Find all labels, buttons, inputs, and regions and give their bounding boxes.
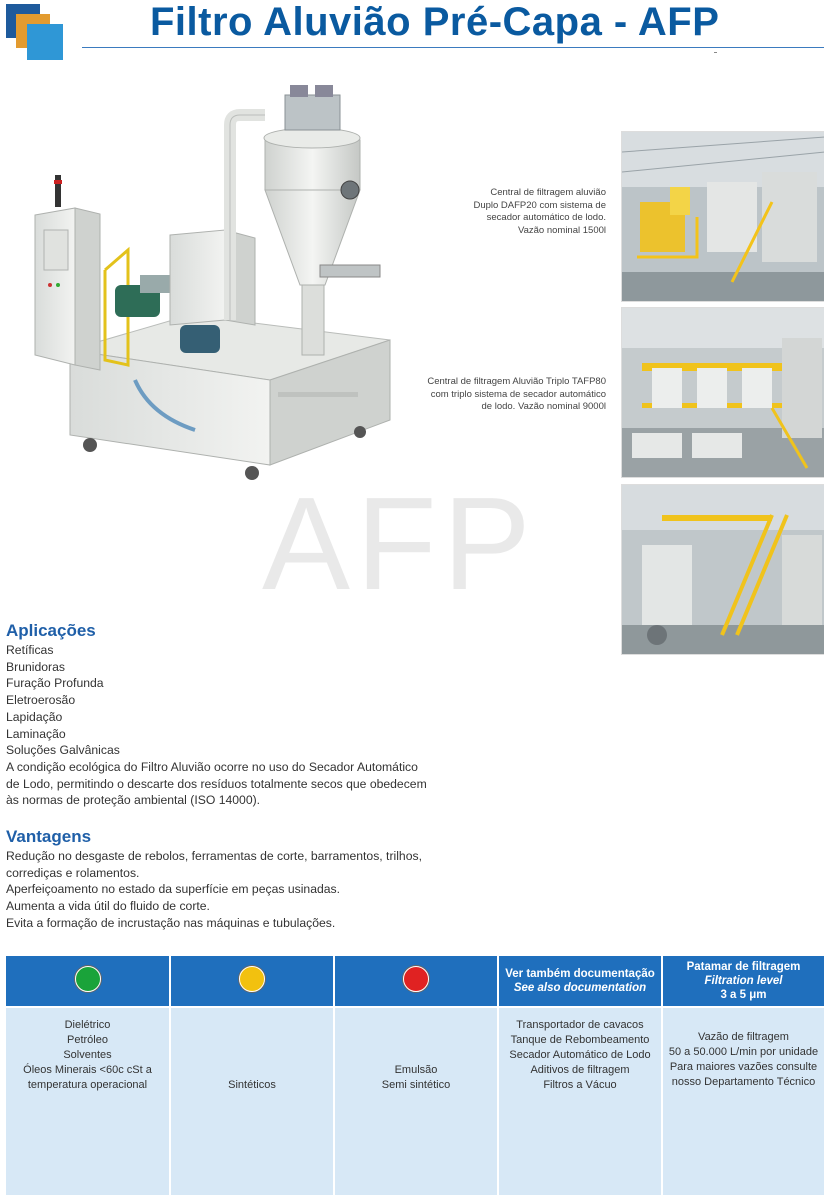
- list-item: Evita a formação de incrustação nas máquinas e tubulações.: [6, 915, 336, 930]
- aplicacoes-list: [6, 642, 427, 809]
- cell-line: Tanque de Rebombeamento: [510, 1034, 650, 1046]
- cell-line: 50 a 50.000 L/min por unidade: [668, 1046, 819, 1058]
- caption-line: com triplo sistema de secador automático: [430, 388, 606, 400]
- doc-header-en: See also documentation: [513, 982, 647, 994]
- company-logo: [6, 4, 66, 60]
- caption-line: Central de filtragem Aluvião Triplo TAFP80: [427, 376, 606, 387]
- vantagens-list: [6, 848, 422, 932]
- photo-caption-tafp80: [427, 376, 606, 414]
- photo-dafp20: [621, 131, 824, 302]
- cell-line: Semi sintético: [381, 1079, 451, 1091]
- cell-line: Para maiores vazões consulte: [669, 1061, 818, 1073]
- header-cell-yellow: [170, 956, 334, 1007]
- list-item: corrediças e rolamentos.: [6, 865, 140, 880]
- list-item: Laminação: [6, 726, 66, 741]
- logo-square-lightblue: [27, 24, 63, 60]
- header-cell-filtration: [662, 956, 824, 1007]
- caption-line: Vazão nominal 1500l: [517, 224, 606, 236]
- table-header-row: [6, 956, 824, 1007]
- cell-line: Secador Automático de Lodo: [509, 1049, 651, 1061]
- filter-machine-image: [20, 80, 420, 500]
- page-title: Filtro Aluvião Pré-Capa - AFP: [150, 0, 720, 44]
- caption-line: secador automático de lodo.: [486, 212, 606, 223]
- paragraph-line: A condição ecológica do Filtro Aluvião ocorre no uso do Secador Automático: [6, 759, 418, 774]
- list-item: Retíficas: [6, 643, 54, 657]
- paragraph-line: de Lodo, permitindo o descarte dos resíduos totalmente secos que obedecem: [6, 776, 427, 791]
- green-dot-icon: [75, 966, 101, 992]
- watermark-text: AFP: [262, 470, 537, 617]
- list-item: Brunidoras: [6, 659, 65, 674]
- cell-line: Sintéticos: [228, 1079, 276, 1091]
- title-divider: [82, 47, 824, 48]
- cell-line: Dielétrico: [64, 1019, 111, 1031]
- header-cell-red: [334, 956, 498, 1007]
- list-item: Aperfeiçoamento no estado da superfície em peças usinadas.: [6, 882, 341, 897]
- list-item: Furação Profunda: [6, 676, 104, 691]
- cell-filtration: [662, 1007, 824, 1195]
- cell-line: Transportador de cavacos: [516, 1019, 644, 1031]
- list-item: Soluções Galvânicas: [6, 743, 120, 758]
- red-dot-icon: [403, 966, 429, 992]
- cell-line: Filtros a Vácuo: [543, 1079, 617, 1091]
- cell-fluids-yellow: [170, 1007, 334, 1195]
- compatibility-table: [6, 956, 824, 1195]
- filt-header-pt: Patamar de filtragem: [686, 961, 801, 973]
- header-cell-documentation: [498, 956, 662, 1007]
- caption-line: de lodo. Vazão nominal 9000l: [481, 401, 606, 412]
- cell-line: Aditivos de filtragem: [530, 1064, 630, 1076]
- list-item: Aumenta a vida útil do fluido de corte.: [6, 899, 210, 914]
- vantagens-heading: Vantagens: [6, 827, 92, 846]
- doc-header-pt: Ver também documentação: [505, 968, 655, 980]
- header-cell-green: [6, 956, 170, 1007]
- cell-line: temperatura operacional: [27, 1079, 148, 1091]
- list-item: Lapidação: [6, 709, 63, 724]
- list-item: Redução no desgaste de rebolos, ferramentas de corte, barramentos, trilhos,: [6, 849, 422, 863]
- yellow-dot-icon: [239, 966, 265, 992]
- list-item: Eletroerosão: [6, 693, 76, 708]
- paragraph-line: às normas de proteção ambiental (ISO 14000).: [6, 793, 261, 808]
- table-row: [6, 1007, 824, 1195]
- cell-line: Emulsão: [394, 1064, 438, 1076]
- cell-documentation: [498, 1007, 662, 1195]
- caption-line: Duplo DAFP20 com sistema de: [473, 199, 606, 211]
- cell-line: Óleos Minerais <60c cSt a: [23, 1064, 152, 1076]
- aplicacoes-heading: Aplicações: [6, 621, 96, 640]
- cell-line: nosso Departamento Técnico: [671, 1076, 816, 1088]
- cell-line: Solventes: [63, 1049, 112, 1061]
- photo-caption-dafp20: [473, 187, 606, 237]
- cell-fluids-green: [6, 1007, 170, 1195]
- cell-line: Vazão de filtragem: [698, 1031, 789, 1043]
- photo-tafp80: [621, 307, 824, 478]
- cell-fluids-red: [334, 1007, 498, 1195]
- photo-filtration-plant: [621, 484, 824, 655]
- divider-mark: [714, 52, 717, 53]
- cell-line: Petróleo: [67, 1034, 108, 1046]
- filt-header-level: 3 a 5 μm: [720, 989, 767, 1001]
- caption-line: Central de filtragem aluvião: [490, 187, 606, 198]
- filt-header-en: Filtration level: [704, 975, 783, 987]
